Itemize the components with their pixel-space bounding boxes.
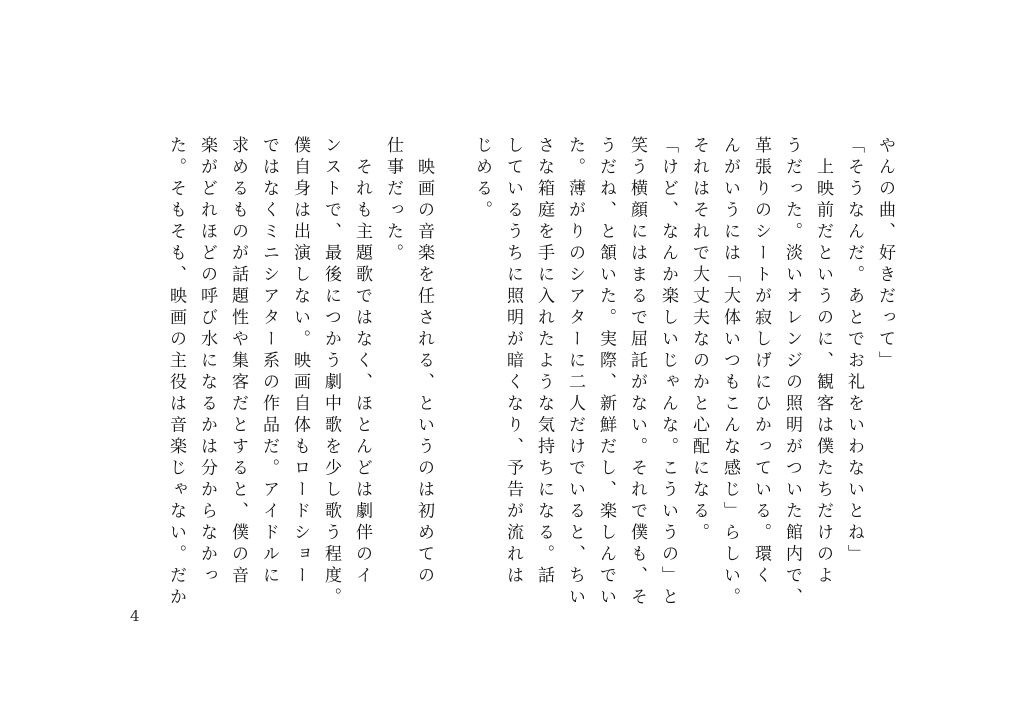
text-line: 笑う横顔にはまるで屈託がない。それで僕も、そ [627, 136, 647, 609]
text-line: 映画の音楽を任される、というのは初めての [414, 136, 434, 588]
text-line: 楽がどれほどの呼び水になるかは分からなかっ [197, 136, 217, 588]
text-line: ンストで、最後につかう劇中歌を少し歌う程度。 [321, 136, 341, 609]
text-line: 革張りのシートが寂しげにひかっている。環く [751, 136, 771, 588]
text-line: た。薄がりのシアターに二人だけでいると、ちい [565, 136, 585, 609]
page-number: 4 [130, 607, 140, 625]
text-line: んがいうには「大体いつもこんな感じ」らしい。 [720, 136, 740, 609]
text-line: しているうちに照明が暗くなり、予告が流れは [503, 136, 523, 588]
text-line: 求めるものが話題性や集客だとすると、僕の音 [228, 136, 248, 588]
text-block-right [466, 136, 900, 609]
text-line: 上映前だというのに、観客は僕たちだけのよ [813, 136, 833, 588]
text-block-left [160, 136, 439, 609]
text-line: さな箱庭を手に入れたような気持ちになる。話 [534, 136, 554, 588]
text-line: うだね、と頷いた。実際、新鮮だし、楽しんでい [596, 136, 616, 609]
text-line: ではなくミニシアター系の作品だ。アイドルに [259, 136, 279, 588]
text-line: それはそれで大丈夫なのかと心配になる。 [689, 136, 709, 545]
text-line: 「そうなんだ。あとでお礼をいわないとね」 [844, 136, 864, 566]
text-line: やんの曲、好きだって」 [875, 136, 895, 373]
text-line: 仕事だった。 [383, 136, 403, 265]
text-line: うだった。淡いオレンジの照明がついた館内で、 [782, 136, 802, 609]
text-line: じめる。 [472, 136, 492, 222]
text-line: た。そもそも、映画の主役は音楽じゃない。だか [166, 136, 186, 609]
text-line: 僕自身は出演しない。映画自体もロードショー [290, 136, 310, 588]
text-line: 「けど、なんか楽しいじゃんな。こういうの」と [658, 136, 678, 609]
text-line: それも主題歌ではなく、ほとんどは劇伴のイ [352, 136, 372, 588]
